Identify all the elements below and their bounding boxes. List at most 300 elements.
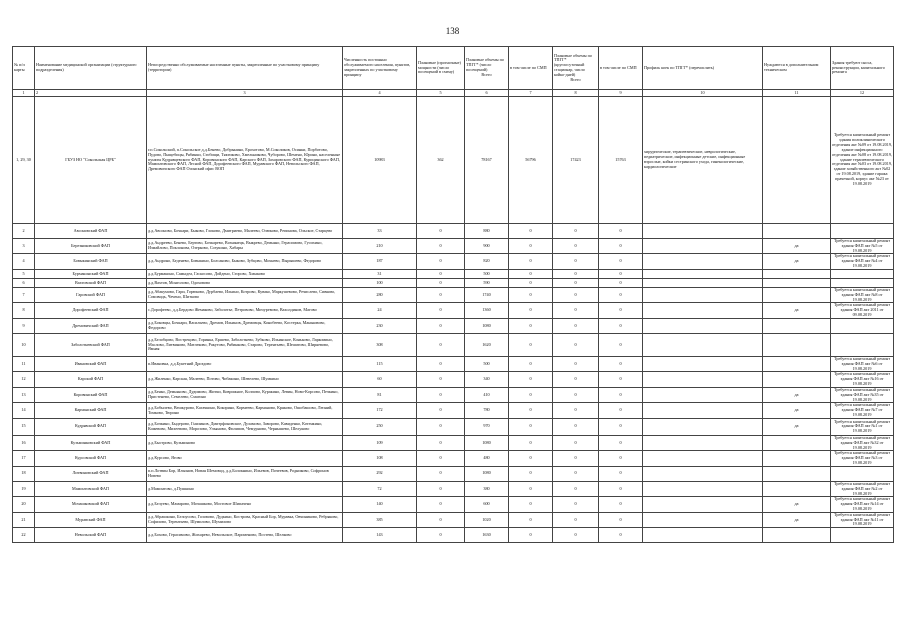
population-cell: 280 xyxy=(343,287,417,302)
equipment-needed-cell: да xyxy=(763,497,831,512)
bed-profile-cell xyxy=(643,481,763,496)
repair-status-cell: Требуется капитальный ремонт здания ФАП акт №7 от 19.08.2019 xyxy=(831,403,894,418)
bed-profile-cell xyxy=(643,356,763,371)
facilities-table xyxy=(12,46,894,543)
table-row xyxy=(13,435,894,450)
equipment-needed-cell xyxy=(763,356,831,371)
equipment-needed-cell xyxy=(763,224,831,239)
visits-smp-cell: 0 xyxy=(509,435,553,450)
bed-profile-cell xyxy=(643,224,763,239)
capacity-cell: 0 xyxy=(417,356,465,371)
table-row xyxy=(13,303,894,318)
settlements-cell: д.д.Андреево, Бенево, Бертово, Бочкарево, Вознанецк, Выкрево, Демьяно, Герасимово, Гусихино, Измайлово, Поклонова, Озерково, Созукино, Хабары xyxy=(147,239,343,254)
visits-cell: 970 xyxy=(465,418,509,435)
bed-profile-cell xyxy=(643,497,763,512)
bed-days-smp-cell: 0 xyxy=(599,372,643,387)
header-population: Численность постоянно обслуживаемого населения, пунктов, закрепленных по участковому принципу xyxy=(343,47,417,90)
visits-cell: 780 xyxy=(465,403,509,418)
table-row xyxy=(13,451,894,466)
column-number: 5 xyxy=(417,90,465,97)
bed-profile-cell xyxy=(643,278,763,287)
table-row xyxy=(13,481,894,496)
visits-cell: 900 xyxy=(465,239,509,254)
visits-smp-cell: 0 xyxy=(509,481,553,496)
org-name-cell: Мочашковский ФАП xyxy=(35,497,147,512)
visits-cell: 1080 xyxy=(465,466,509,481)
card-number-cell: 16 xyxy=(13,435,35,450)
equipment-needed-cell xyxy=(763,287,831,302)
equipment-needed-cell: да xyxy=(763,254,831,269)
table-row xyxy=(13,254,894,269)
org-name-cell: Дорофеевский ФАП xyxy=(35,303,147,318)
visits-cell: 1630 xyxy=(465,528,509,543)
bed-days-cell: 0 xyxy=(553,418,599,435)
visits-smp-cell: 0 xyxy=(509,224,553,239)
settlements-cell: д.д.Авсоново, Бочкари, Быково, Глоково, Дмитриево, Малеево, Олюково, Репинова, Ольское, Старцево xyxy=(147,224,343,239)
column-number: 9 xyxy=(599,90,643,97)
population-cell: 140 xyxy=(343,497,417,512)
table-row xyxy=(13,356,894,371)
bed-days-cell: 0 xyxy=(553,512,599,527)
equipment-needed-cell xyxy=(763,435,831,450)
card-number-cell: 17 xyxy=(13,451,35,466)
capacity-cell: 0 xyxy=(417,239,465,254)
bed-days-smp-cell: 0 xyxy=(599,497,643,512)
repair-status-cell xyxy=(831,528,894,543)
column-number: 10 xyxy=(643,90,763,97)
settlements-cell: д.д.Бурмакино, Самыдеа, Гаскосово, Дойдено, Сторовс, Хмыково xyxy=(147,269,343,278)
visits-smp-cell: 0 xyxy=(509,418,553,435)
org-name-cell: Карский ФАП xyxy=(35,372,147,387)
card-number-cell: 19 xyxy=(13,481,35,496)
table-row xyxy=(13,466,894,481)
table-row xyxy=(13,497,894,512)
population-cell: 81 xyxy=(343,387,417,402)
population-cell: 60 xyxy=(343,372,417,387)
repair-status-cell: Требуется капитальный ремонт здания ФАП акт №3 от 19.08.2019 xyxy=(831,451,894,466)
bed-profile-cell xyxy=(643,418,763,435)
capacity-cell: 0 xyxy=(417,269,465,278)
visits-cell: 500 xyxy=(465,269,509,278)
table-row xyxy=(13,287,894,302)
table-row xyxy=(13,372,894,387)
header-capacity: Плановые (прогнозные) мощности (число посещений в смену) xyxy=(417,47,465,90)
population-cell: 10983 xyxy=(343,97,417,224)
capacity-cell: 0 xyxy=(417,287,465,302)
table-row xyxy=(13,239,894,254)
visits-cell: 1360 xyxy=(465,303,509,318)
settlements-cell: с.Дорофеево, д.д.Бердово Жемаково, Заболотье, Петровово, Мичуревово, Вахолдинов, Магово xyxy=(147,303,343,318)
settlements-cell: д.Мамонтово, д.Пушкино xyxy=(147,481,343,496)
table-row xyxy=(13,318,894,333)
table-row xyxy=(13,528,894,543)
equipment-needed-cell: да xyxy=(763,403,831,418)
visits-cell: 1080 xyxy=(465,318,509,333)
bed-days-cell: 0 xyxy=(553,356,599,371)
card-number-cell: 22 xyxy=(13,528,35,543)
settlements-cell: д.д.Абрашкино, Белоусово, Головово, Дудкино, Кострова, Красный Бор, Муравка, Овчиниково, Ребряково, Софилово, Терентьево, Шумилово, Шумилово xyxy=(147,512,343,527)
repair-status-cell: Требуется капитальный ремонт здания ФАП акт №1 от 19.08.2019 xyxy=(831,418,894,435)
visits-smp-cell: 0 xyxy=(509,239,553,254)
visits-cell: 480 xyxy=(465,451,509,466)
bed-days-cell: 0 xyxy=(553,239,599,254)
bed-days-smp-cell: 0 xyxy=(599,512,643,527)
population-cell: 385 xyxy=(343,512,417,527)
column-number: 6 xyxy=(465,90,509,97)
population-cell: 31 xyxy=(343,269,417,278)
header-equipment: Нуждаются в дополнительном техническом xyxy=(763,47,831,90)
table-row xyxy=(13,269,894,278)
capacity-cell: 0 xyxy=(417,512,465,527)
bed-profile-cell xyxy=(643,451,763,466)
visits-smp-cell: 0 xyxy=(509,528,553,543)
org-name-cell: Бовыкинский ФАП xyxy=(35,254,147,269)
equipment-needed-cell xyxy=(763,481,831,496)
population-cell: 210 xyxy=(343,239,417,254)
org-name-cell: Вахтовский ФАП xyxy=(35,278,147,287)
table-row xyxy=(13,278,894,287)
bed-profile-cell xyxy=(643,466,763,481)
header-visits-smp: в том числе по СМП xyxy=(509,47,553,90)
column-number: 7 xyxy=(509,90,553,97)
capacity-cell: 0 xyxy=(417,418,465,435)
visits-cell: 590 xyxy=(465,278,509,287)
visits-smp-cell: 56796 xyxy=(509,97,553,224)
header-bed-days: Плановые объемы по ТПГГ* (круглосуточный стационар, число койко-дней) Всего xyxy=(553,47,599,90)
table-row xyxy=(13,224,894,239)
header-card-no: № п/п карты xyxy=(13,47,35,90)
equipment-needed-cell: да xyxy=(763,387,831,402)
repair-status-cell: Требуется капитальный ремонт здания ФАП акт №11 от 19.08.2019 xyxy=(831,512,894,527)
visits-cell: 500 xyxy=(465,356,509,371)
visits-smp-cell: 0 xyxy=(509,333,553,356)
org-name-cell: Муравский ФАП xyxy=(35,512,147,527)
population-cell: 115 xyxy=(343,356,417,371)
equipment-needed-cell xyxy=(763,528,831,543)
population-cell: 108 xyxy=(343,451,417,466)
bed-days-smp-cell: 0 xyxy=(599,318,643,333)
visits-smp-cell: 0 xyxy=(509,269,553,278)
table-row xyxy=(13,387,894,402)
visits-cell: 600 xyxy=(465,497,509,512)
repair-status-cell xyxy=(831,278,894,287)
table-row xyxy=(13,333,894,356)
bed-profile-cell xyxy=(643,254,763,269)
capacity-cell: 0 xyxy=(417,318,465,333)
bed-profile-cell xyxy=(643,403,763,418)
bed-profile-cell xyxy=(643,435,763,450)
visits-smp-cell: 0 xyxy=(509,403,553,418)
bed-days-smp-cell: 0 xyxy=(599,269,643,278)
visits-smp-cell: 0 xyxy=(509,356,553,371)
card-number-cell: 6 xyxy=(13,278,35,287)
bed-days-smp-cell: 0 xyxy=(599,356,643,371)
bed-profile-cell xyxy=(643,333,763,356)
bed-days-smp-cell: 0 xyxy=(599,435,643,450)
header-visits: Плановые объемы по ТПГГ* (число посещений) Всего xyxy=(465,47,509,90)
settlements-cell: д.д.Белобцово, Вострецово, Горинка, Ершево, Заболотнево, Зубково, Ильинское, Коньково, Ларкомино, Маслово, Литвиново, Матлеково, Ракутово, Рябинково, Старово, Терентьево, Шешатово, Ширяевово, Ямная xyxy=(147,333,343,356)
bed-days-cell: 0 xyxy=(553,481,599,496)
bed-profile-cell xyxy=(643,239,763,254)
bed-days-smp-cell: 0 xyxy=(599,303,643,318)
header-bed-profile: Профиль коек по ТПГГ* (перечислить) xyxy=(643,47,763,90)
capacity-cell: 0 xyxy=(417,254,465,269)
bed-days-smp-cell: 0 xyxy=(599,451,643,466)
table-row xyxy=(13,97,894,224)
equipment-needed-cell: да xyxy=(763,303,831,318)
equipment-needed-cell: да xyxy=(763,239,831,254)
population-cell: 250 xyxy=(343,418,417,435)
visits-cell: 1020 xyxy=(465,512,509,527)
visits-smp-cell: 0 xyxy=(509,318,553,333)
settlements-cell: д.д.Бобылево, Вешкурово, Кагачкино, Кокорино, Кормеево, Карманово, Кряково, Ошобашово, Лепний, Томково, Тюрино xyxy=(147,403,343,418)
repair-status-cell xyxy=(831,318,894,333)
card-number-cell: 18 xyxy=(13,466,35,481)
capacity-cell: 0 xyxy=(417,303,465,318)
column-number: 8 xyxy=(553,90,599,97)
org-name-cell: ГБУЗ НО "Сокольская ЦРБ" xyxy=(35,97,147,224)
settlements-cell: п.п.Лотвин Бор, Ильинов, Новая Шемовод, д.д.Болокнино, Ильевов, Почеевов, Родниково, Софронов Новево xyxy=(147,466,343,481)
settlements-cell: д.д.Андроно, Беденево, Бовыкино, Болсаново, Быково, Зубцово, Мохнево, Пырышево, Федорово xyxy=(147,254,343,269)
capacity-cell: 0 xyxy=(417,387,465,402)
settlements-cell: д.д.Абакумово, Гари, Горюково, Дурбаево, Ильино, Котрово, Кувако, Маркушевово, Речислево, Сивково, Сомовидь, Чечено, Шитково xyxy=(147,287,343,302)
column-number: 1 xyxy=(13,90,35,97)
visits-cell: 1080 xyxy=(465,435,509,450)
visits-smp-cell: 0 xyxy=(509,303,553,318)
bed-days-cell: 0 xyxy=(553,278,599,287)
card-number-cell: 7 xyxy=(13,287,35,302)
header-settlements: Непосредственно обслуживаемые населенные пункты, закрепленные по участковому принципу (территории) xyxy=(147,47,343,90)
bed-days-cell: 0 xyxy=(553,254,599,269)
card-number-cell: 8 xyxy=(13,303,35,318)
capacity-cell: 0 xyxy=(417,333,465,356)
card-number-cell: 14 xyxy=(13,403,35,418)
visits-cell: 340 xyxy=(465,372,509,387)
visits-smp-cell: 0 xyxy=(509,287,553,302)
bed-days-cell: 0 xyxy=(553,497,599,512)
population-cell: 100 xyxy=(343,278,417,287)
capacity-cell: 0 xyxy=(417,528,465,543)
capacity-cell: 0 xyxy=(417,403,465,418)
org-name-cell: Авсоновский ФАП xyxy=(35,224,147,239)
population-cell: 24 xyxy=(343,303,417,318)
bed-profile-cell xyxy=(643,269,763,278)
column-number: 11 xyxy=(763,90,831,97)
visits-smp-cell: 0 xyxy=(509,451,553,466)
settlements-cell: д.д.Белуево, Мамарово, Мочашково, Мостовое Шипачено xyxy=(147,497,343,512)
population-cell: 292 xyxy=(343,466,417,481)
bed-days-smp-cell: 0 xyxy=(599,528,643,543)
card-number-cell: 12 xyxy=(13,372,35,387)
equipment-needed-cell xyxy=(763,333,831,356)
population-cell: 33 xyxy=(343,224,417,239)
repair-status-cell: Требуется капитальный ремонт здания ФАП акт №4 от 19.08.2019 xyxy=(831,254,894,269)
bed-days-smp-cell: 0 xyxy=(599,278,643,287)
visits-cell: 1740 xyxy=(465,287,509,302)
table-row xyxy=(13,418,894,435)
bed-days-cell: 0 xyxy=(553,269,599,278)
repair-status-cell: Требуется капитальный ремонт здания ФАП акт №5 от 19.08.2019 xyxy=(831,239,894,254)
bed-days-cell: 17423 xyxy=(553,97,599,224)
card-number-cell: 11 xyxy=(13,356,35,371)
population-cell: 109 xyxy=(343,435,417,450)
repair-status-cell xyxy=(831,224,894,239)
bed-profile-cell xyxy=(643,372,763,387)
repair-status-cell: Требуется капитальный ремонт здания ФАП акт №32 от 19.08.2019 xyxy=(831,435,894,450)
settlements-cell: д.д.Бенко, Демьяново, Дудимово, Житки, Коврижное, Колпово, Куракино, Левин, Ново-Корсово, Печкино, Пристенево, Семелево, Смагино xyxy=(147,387,343,402)
equipment-needed-cell xyxy=(763,318,831,333)
bed-days-smp-cell: 15763 xyxy=(599,97,643,224)
equipment-needed-cell: да xyxy=(763,418,831,435)
repair-status-cell xyxy=(831,269,894,278)
bed-profile-cell xyxy=(643,512,763,527)
visits-smp-cell: 0 xyxy=(509,466,553,481)
bed-profile-cell xyxy=(643,303,763,318)
visits-cell: 880 xyxy=(465,224,509,239)
repair-status-cell: Требуется капитальный ремонт здания ФАП акт №16 от 19.08.2019 xyxy=(831,372,894,387)
card-number-cell: 4 xyxy=(13,254,35,269)
bed-days-cell: 0 xyxy=(553,333,599,356)
equipment-needed-cell xyxy=(763,278,831,287)
population-cell: 187 xyxy=(343,254,417,269)
column-number: 3 xyxy=(147,90,343,97)
org-name-cell: Бурмакинский ФАП xyxy=(35,269,147,278)
card-number-cell: 5 xyxy=(13,269,35,278)
org-name-cell: Кудрявский ФАП xyxy=(35,418,147,435)
visits-cell: 78167 xyxy=(465,97,509,224)
bed-days-smp-cell: 0 xyxy=(599,481,643,496)
bed-days-smp-cell: 0 xyxy=(599,387,643,402)
card-number-cell: 2 xyxy=(13,224,35,239)
column-number-row xyxy=(13,90,894,97)
repair-status-cell: Требуется капитальный ремонт здания ФАП акт №2 от 19.08.2019 xyxy=(831,481,894,496)
capacity-cell: 0 xyxy=(417,481,465,496)
visits-cell: 410 xyxy=(465,387,509,402)
header-row xyxy=(13,47,894,90)
visits-cell: 380 xyxy=(465,481,509,496)
population-cell: 72 xyxy=(343,481,417,496)
repair-status-cell: Требуется капитальный ремонт здания ФАП акт 2011 от 09.08.2019 xyxy=(831,303,894,318)
bed-days-cell: 0 xyxy=(553,466,599,481)
settlements-cell: д.д.Жиленко, Карская, Малеево, Потово, Чибакино, Шевелево, Шумкино xyxy=(147,372,343,387)
column-number: 4 xyxy=(343,90,417,97)
settlements-cell: д.д.Курсово, Ягово xyxy=(147,451,343,466)
capacity-cell: 0 xyxy=(417,278,465,287)
visits-smp-cell: 0 xyxy=(509,512,553,527)
capacity-cell: 0 xyxy=(417,497,465,512)
bed-profile-cell: хирургические, терапевтические, неврологические, педиатрические, инфекционные детские, инфекционные взрослые, койки сестринского ухода, гинекологические, кардиологические xyxy=(643,97,763,224)
equipment-needed-cell: да xyxy=(763,512,831,527)
org-name-cell: Карманский ФАП xyxy=(35,403,147,418)
equipment-needed-cell xyxy=(763,269,831,278)
org-name-cell: Березниковский ФАП xyxy=(35,239,147,254)
bed-profile-cell xyxy=(643,387,763,402)
population-cell: 172 xyxy=(343,403,417,418)
capacity-cell: 0 xyxy=(417,224,465,239)
org-name-cell: Гаровский ФАП xyxy=(35,287,147,302)
capacity-cell: 0 xyxy=(417,451,465,466)
bed-days-smp-cell: 0 xyxy=(599,403,643,418)
bed-profile-cell xyxy=(643,318,763,333)
card-number-cell: 10 xyxy=(13,333,35,356)
visits-smp-cell: 0 xyxy=(509,497,553,512)
org-name-cell: Невольский ФАП xyxy=(35,528,147,543)
settlements-cell: п.Ивановка, д.д.Букетний Дроздово xyxy=(147,356,343,371)
card-number-cell: 1, 29, 30 xyxy=(13,97,35,224)
capacity-cell: 0 xyxy=(417,435,465,450)
table-row xyxy=(13,512,894,527)
bed-days-smp-cell: 0 xyxy=(599,418,643,435)
bed-days-smp-cell: 0 xyxy=(599,239,643,254)
card-number-cell: 15 xyxy=(13,418,35,435)
population-cell: 308 xyxy=(343,333,417,356)
visits-smp-cell: 0 xyxy=(509,278,553,287)
column-number: 2 xyxy=(35,90,147,97)
bed-days-cell: 0 xyxy=(553,451,599,466)
bed-days-smp-cell: 0 xyxy=(599,333,643,356)
bed-days-cell: 0 xyxy=(553,528,599,543)
equipment-needed-cell xyxy=(763,372,831,387)
capacity-cell: 362 xyxy=(417,97,465,224)
repair-status-cell: Требуется капитальный ремонт здания ФАП акт №6 от 19.08.2019 xyxy=(831,356,894,371)
table-row xyxy=(13,403,894,418)
capacity-cell: 0 xyxy=(417,372,465,387)
org-name-cell: Кузьминковский ФАП xyxy=(35,435,147,450)
population-cell: 230 xyxy=(343,318,417,333)
settlements-cell: д.д.Бохово, Герасимово, Жихарево, Невольское, Пароменово, Постево, Шелково xyxy=(147,528,343,543)
capacity-cell: 0 xyxy=(417,466,465,481)
org-name-cell: Коровинский ФАП xyxy=(35,387,147,402)
bed-days-cell: 0 xyxy=(553,287,599,302)
bed-days-cell: 0 xyxy=(553,224,599,239)
repair-status-cell: Требуется капитальный ремонт здания ФАП акт №8 от 19.08.2019 xyxy=(831,287,894,302)
bed-days-smp-cell: 0 xyxy=(599,287,643,302)
org-name-cell: Ивановский ФАП xyxy=(35,356,147,371)
org-name-cell: Курсовский ФАП xyxy=(35,451,147,466)
visits-cell: 820 xyxy=(465,254,509,269)
card-number-cell: 13 xyxy=(13,387,35,402)
header-org-name: Наименование медицинской организации (структурного подразделения) xyxy=(35,47,147,90)
card-number-cell: 3 xyxy=(13,239,35,254)
column-number: 12 xyxy=(831,90,894,97)
visits-smp-cell: 0 xyxy=(509,372,553,387)
population-cell: 143 xyxy=(343,528,417,543)
header-repair: Здания требуют сноса, реконструкции, капитального ремонта xyxy=(831,47,894,90)
equipment-needed-cell xyxy=(763,97,831,224)
settlements-cell: д.д.Вахтов, Монголово, Одоховово xyxy=(147,278,343,287)
bed-days-cell: 0 xyxy=(553,372,599,387)
bed-days-smp-cell: 0 xyxy=(599,466,643,481)
bed-days-cell: 0 xyxy=(553,318,599,333)
bed-profile-cell xyxy=(643,287,763,302)
repair-status-cell: Требуется капитальный ремонт здания ФАП акт №14 от 19.08.2019 xyxy=(831,497,894,512)
page-number: 138 xyxy=(445,26,460,36)
settlements-cell: д.д.Боковцы, Бочкари, Васильево, Дремов, Ильинов, Дремовцы, Конобеево, Костерка, Маньковово, Федорово xyxy=(147,318,343,333)
bed-days-cell: 0 xyxy=(553,387,599,402)
bed-profile-cell xyxy=(643,528,763,543)
settlements-cell: д.д.Быстрово, Кузьминово xyxy=(147,435,343,450)
org-name-cell: Литвиновский ФАП xyxy=(35,466,147,481)
visits-smp-cell: 0 xyxy=(509,254,553,269)
repair-status-cell: Требуется капитальный ремонт здания поликлинического отделения акт №09 от 19.08.2019, здание инфекционного отделения акт №08 от 19.08.2019, здание терапевтического отделения акт №03 от 19.08.2019, здание хозяйственного акт №02 от 19.08.2019, здание гаража прачечной, корпус акт №23 от 19.08.2019 xyxy=(831,97,894,224)
repair-status-cell xyxy=(831,333,894,356)
visits-smp-cell: 0 xyxy=(509,387,553,402)
org-name-cell: Заболотневский ФАП xyxy=(35,333,147,356)
bed-days-smp-cell: 0 xyxy=(599,254,643,269)
card-number-cell: 20 xyxy=(13,497,35,512)
equipment-needed-cell xyxy=(763,451,831,466)
repair-status-cell xyxy=(831,466,894,481)
